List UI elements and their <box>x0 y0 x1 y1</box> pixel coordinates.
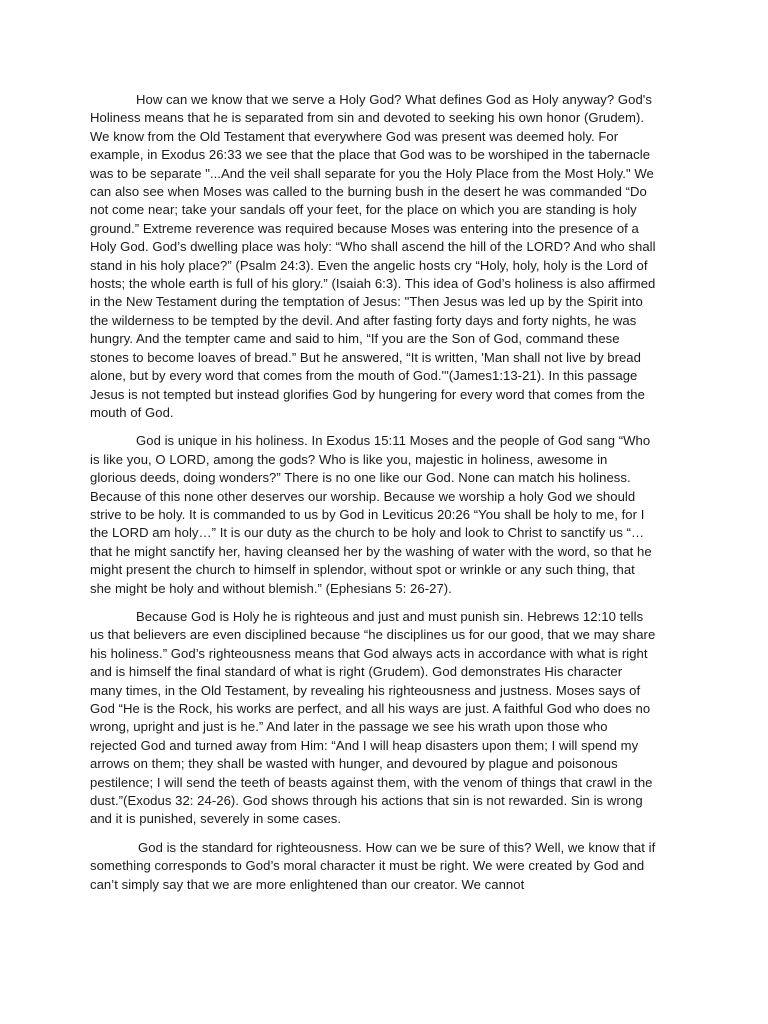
document-page <box>90 91 656 894</box>
paragraph-unique-holiness: God is unique in his holiness. In Exodus 15:11 Moses and the people of God sang “Who is like you, O LORD, among the gods? Who is like you, majestic in holiness, awesome in glorious deeds, doing wonders?” There is no one like our God. None can match his holiness. Because of this none other deserves our worship. Because we worship a holy God we should strive to be holy. It is commanded to us by God in Leviticus 20:26 “You shall be holy to me, for I the LORD am holy…” It is our duty as the church to be holy and look to Christ to sanctify us “…that he might sanctify her, having cleansed her by the washing of water with the word, so that he might present the church to himself in splendor, without spot or wrinkle or any such thing, that she might be holy and without blemish.” (Ephesians 5: 26-27). <box>90 433 652 596</box>
paragraph-righteous-and-just: Because God is Holy he is righteous and just and must punish sin. Hebrews 12:10 tells us that believers are even disciplined because “he disciplines us for our good, that we may share his holiness.” God’s righteousness means that God always acts in accordance with what is right and is himself the final standard of what is right (Grudem). God demonstrates His character many times, in the Old Testament, by revealing his righteousness and justness. Moses says of God “He is the Rock, his works are perfect, and all his ways are just. A faithful God who does no wrong, upright and just is he.” And later in the passage we see his wrath upon those who rejected God and turned away from Him: “And I will heap disasters upon them; I will spend my arrows on them; they shall be wasted with hunger, and devoured by plague and poisonous pestilence; I will send the teeth of beasts against them, with the venom of things that crawl in the dust.”(Exodus 32: 24-26). God shows through his actions that sin is not rewarded. Sin is wrong and it is punished, severely in some cases. <box>90 608 656 827</box>
paragraph-standard-of-righteousness: God is the standard for righteousness. How can we be sure of this? Well, we know that if something corresponds to God’s moral character it must be right. We were created by God and can’t simply say that we are more enlightened than our creator. We cannot <box>90 839 656 892</box>
paragraph-holiness-definition: How can we know that we serve a Holy God? What defines God as Holy anyway? God's Holiness means that he is separated from sin and devoted to seeking his own honor (Grudem). We know from the Old Testament that everywhere God was present was deemed holy. For example, in Exodus 26:33 we see that the place that God was to be worshiped in the tabernacle was to be separate "...And the veil shall separate for you the Holy Place from the Most Holy." We can also see when Moses was called to the burning bush in the desert he was commanded “Do not come near; take your sandals off your feet, for the place on which you are standing is holy ground.” Extreme reverence was required because Moses was entering into the presence of a Holy God. God’s dwelling place was holy: “Who shall ascend the hill of the LORD? And who shall stand in his holy place?” (Psalm 24:3). Even the angelic hosts cry “Holy, holy, holy is the Lord of hosts; the whole earth is full of his glory.” (Isaiah 6:3). This idea of God’s holiness is also affirmed in the New Testament during the temptation of Jesus: "Then Jesus was led up by the Spirit into the wilderness to be tempted by the devil. And after fasting forty days and forty nights, he was hungry. And the tempter came and said to him, “If you are the Son of God, command these stones to become loaves of bread.” But he answered, “It is written, 'Man shall not live by bread alone, but by every word that comes from the mouth of God.'"(James1:13-21). In this passage Jesus is not tempted but instead glorifies God by hungering for every word that comes from the mouth of God. <box>90 92 656 420</box>
